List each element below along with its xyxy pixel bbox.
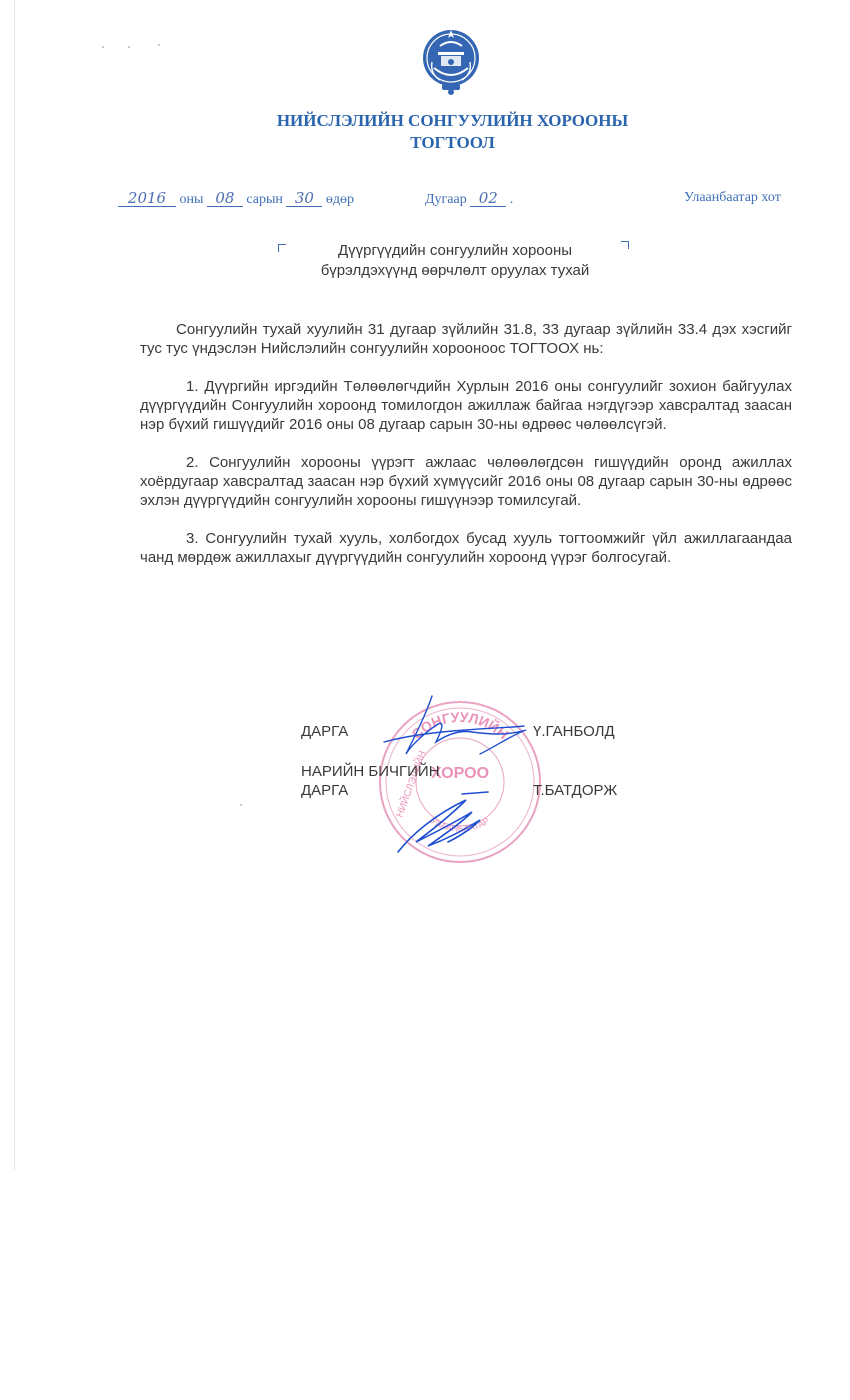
- number-value: 02: [470, 190, 506, 207]
- date-day-suffix: өдөр: [325, 192, 355, 207]
- number-label: Дугаар: [425, 192, 467, 207]
- scan-speck: [102, 46, 104, 48]
- page-edge: [14, 0, 15, 1170]
- resolution-body: [140, 320, 792, 567]
- subject-line-1: Дүүргүүдийн сонгуулийн хорооны: [337, 242, 573, 259]
- resolution-item: 2. Сонгуулийн хорооны үүрэгт ажлаас чөлөөлөгдсөн гишүүдийн оронд ажиллах хоёрдугаар хавсралтад заасан нэр бүхий хүмүүсийг 2016 оны 08 дугаар сарын 30-ны өдрөөс эхлэн дүүргүүдийн сонгуулийн хорооны гишүүнээр томилсугай.: [140, 454, 792, 509]
- subject-line-2: бүрэлдэхүүнд өөрчлөлт оруулах тухай: [320, 262, 590, 279]
- scan-speck: [128, 46, 130, 48]
- stamp-text-center: ХОРОО: [430, 765, 490, 782]
- resolution-item: 3. Сонгуулийн тухай хууль, холбогдох бусад хууль тогтоомжийг үйл ажиллагаандаа чанд мөрдөж ажиллахыг дүүргүүдийн сонгуулийн хороонд үүрэг болгосугай.: [140, 530, 792, 566]
- document-number: [425, 190, 513, 208]
- document-type: ТОГТООЛ: [410, 133, 495, 152]
- date-month-suffix: сарын: [246, 192, 283, 207]
- secretary-title-line-2: ДАРГА: [301, 782, 349, 799]
- date-month: 08: [207, 190, 243, 207]
- document-date: [118, 190, 354, 208]
- state-emblem-icon: [420, 22, 482, 98]
- org-title: НИЙСЛЭЛИЙН СОНГУУЛИЙН ХОРООНЫ: [276, 111, 629, 130]
- stamp-text-bottom: УЛААНБААТАР: [428, 815, 492, 834]
- chair-name: Ү.ГАНБОЛД: [533, 723, 615, 740]
- resolution-item: 1. Дүүргийн иргэдийн Төлөөлөгчдийн Хурлын 2016 оны сонгуулийг зохион байгуулах дүүргүүдийн Сонгуулийн хороонд томилогдон ажиллаж байгаа нэгдүгээр хавсралтад заасан нэр бүхий гишүүдийг 2016 оны 08 дугаар сарын 30-ны өдрөөс чөлөөлсүгэй.: [140, 378, 792, 433]
- secretary-signature: [392, 790, 502, 858]
- intro-paragraph: Сонгуулийн тухай хуулийн 31 дугаар зүйлийн 31.8, 33 дугаар зүйлийн 33.4 дэх хэсгийг тус тус үндэслэн Нийслэлийн сонгуулийн хорооноос ТОГТООХ нь:: [140, 321, 792, 357]
- secretary-title-line-1: НАРИЙН БИЧГИЙН: [301, 763, 440, 780]
- stamp-text-top: СОНГУУЛИЙН: [408, 708, 512, 743]
- issue-city: Улаанбаатар хот: [684, 190, 781, 205]
- date-year: 2016: [118, 190, 176, 207]
- number-end: .: [509, 192, 514, 207]
- scan-speck: [240, 804, 242, 806]
- date-year-suffix: оны: [179, 192, 204, 207]
- date-day: 30: [286, 190, 322, 207]
- stamp-text-left: НИЙСЛЭЛИЙН: [394, 749, 429, 820]
- scan-speck: [158, 44, 160, 46]
- chair-title: ДАРГА: [301, 723, 349, 740]
- chair-signature: [376, 694, 536, 764]
- secretary-name: Т.БАТДОРЖ: [533, 782, 618, 799]
